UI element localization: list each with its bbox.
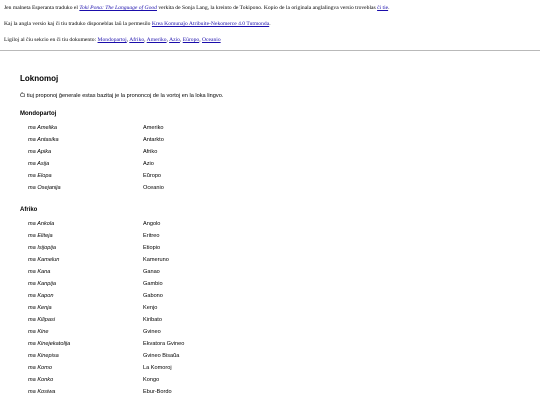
section-link-europo[interactable]: Eŭropo xyxy=(182,37,200,43)
lead-paragraph: Ĉi tiuj proponoj ĝenerale estas bazitaj je la prononcoj de la vortoj en la loka lingvo. xyxy=(20,93,224,99)
table-row xyxy=(28,293,328,302)
esperanto-name: Eritreo xyxy=(143,233,160,239)
intro-text: verkita de Sonja Lang, la kreinto de Tokipono. Kopio de la originala anglalingva versio troveblas xyxy=(156,5,378,11)
intro-line-1 xyxy=(4,5,538,12)
esperanto-name: Gvineo xyxy=(143,329,161,335)
esperanto-name: Ganao xyxy=(143,269,160,275)
toki-pona-name: ma Kana xyxy=(28,269,51,275)
table-row xyxy=(28,365,328,374)
page-title: Loknomoj xyxy=(20,74,59,83)
toki-pona-name: ma Konko xyxy=(28,377,54,383)
license-link[interactable]: Krea Komunaĵo Atribuite-Nekomerce 4.0 Tutmonda xyxy=(151,21,270,27)
table-row xyxy=(28,173,328,182)
esperanto-name: Angolo xyxy=(143,221,161,227)
table-row xyxy=(28,317,328,326)
toki-pona-name: ma Kamelun xyxy=(28,257,60,263)
esperanto-name: Eŭropo xyxy=(143,173,162,179)
table-row xyxy=(28,233,328,242)
toki-pona-name: ma Kinepisa xyxy=(28,353,59,359)
toki-pona-name: ma Komo xyxy=(28,365,52,371)
esperanto-name: Afriko xyxy=(143,149,158,155)
toki-pona-name: ma Kapon xyxy=(28,293,54,299)
table-row xyxy=(28,329,328,338)
separator: , xyxy=(144,37,147,43)
toki-pona-name: ma Osejanija xyxy=(28,185,61,191)
table-row xyxy=(28,221,328,230)
table-row xyxy=(28,185,328,194)
horizontal-divider xyxy=(0,50,540,51)
table-row xyxy=(28,137,328,146)
toki-pona-name: ma Elopa xyxy=(28,173,52,179)
table-row xyxy=(28,257,328,266)
toki-pona-name: ma Kenja xyxy=(28,305,52,311)
book-title-link[interactable]: Toki Pona: The Language of Good xyxy=(79,5,157,11)
esperanto-name: Ebur-Bordo xyxy=(143,389,172,395)
esperanto-name: Etiopio xyxy=(143,245,161,251)
table-row xyxy=(28,281,328,290)
separator: , xyxy=(126,37,130,43)
section-link-afriko[interactable]: Afriko xyxy=(129,37,145,43)
table-row xyxy=(28,341,328,350)
toki-pona-name: ma Isijopija xyxy=(28,245,56,251)
table-row xyxy=(28,389,328,398)
toki-pona-name: ma Kanpija xyxy=(28,281,56,287)
intro-text: . xyxy=(269,21,271,27)
esperanto-name: Oceanio xyxy=(143,185,164,191)
intro-text: Ligiloj al ĉiu sekcio en ĉi tiu dokumento: xyxy=(4,37,98,43)
esperanto-name: Ekvatora Gvineo xyxy=(143,341,185,347)
toki-pona-name: ma Apika xyxy=(28,149,52,155)
esperanto-name: Kongo xyxy=(143,377,160,383)
toki-pona-name: ma Amelika xyxy=(28,125,58,131)
toki-pona-name: ma Ankola xyxy=(28,221,55,227)
section-link-azio[interactable]: Azio xyxy=(169,37,180,43)
esperanto-name: La Komoroj xyxy=(143,365,172,371)
esperanto-name: Azio xyxy=(143,161,154,167)
toki-pona-name: ma Asija xyxy=(28,161,50,167)
table-row xyxy=(28,377,328,386)
esperanto-name: Antarkto xyxy=(143,137,164,143)
table-row xyxy=(28,245,328,254)
intro-line-2 xyxy=(4,21,538,28)
separator: , xyxy=(179,37,183,43)
esperanto-name: Kenjo xyxy=(143,305,158,311)
section-heading-afriko: Afriko xyxy=(20,207,38,213)
esperanto-name: Gambio xyxy=(143,281,163,287)
table-row xyxy=(28,353,328,362)
separator: , xyxy=(199,37,202,43)
table-row xyxy=(28,149,328,158)
section-link-ameriko[interactable]: Ameriko xyxy=(146,37,167,43)
toki-pona-name: ma Kilipasi xyxy=(28,317,56,323)
intro-text: . xyxy=(388,5,390,11)
esperanto-name: Gvineo Bisaŭa xyxy=(143,353,180,359)
toki-pona-name: ma Kinejekatolija xyxy=(28,341,71,347)
section-links-line xyxy=(4,37,538,44)
esperanto-name: Gabono xyxy=(143,293,163,299)
section-heading-mondopartoj: Mondopartoj xyxy=(20,111,57,117)
toki-pona-name: ma Kosiwa xyxy=(28,389,56,395)
esperanto-name: Kiribato xyxy=(143,317,162,323)
toki-pona-name: ma Antasika xyxy=(28,137,59,143)
original-version-link[interactable]: ĉi tie xyxy=(377,5,389,11)
section-link-mondopartoj[interactable]: Mondopartoj xyxy=(97,37,127,43)
table-row xyxy=(28,125,328,134)
intro-text: Kaj la angla versio kaj ĉi tiu traduko disponeblas laŭ la permesilo xyxy=(4,21,152,27)
esperanto-name: Kameruno xyxy=(143,257,169,263)
toki-pona-name: ma Kine xyxy=(28,329,49,335)
table-row xyxy=(28,305,328,314)
toki-pona-name: ma Eliteja xyxy=(28,233,53,239)
section-link-oceanio[interactable]: Oceanio xyxy=(202,37,221,43)
table-row xyxy=(28,161,328,170)
separator: , xyxy=(166,37,170,43)
intro-text: Jen malneta Esperanta traduko el xyxy=(4,5,80,11)
table-row xyxy=(28,269,328,278)
esperanto-name: Ameriko xyxy=(143,125,164,131)
